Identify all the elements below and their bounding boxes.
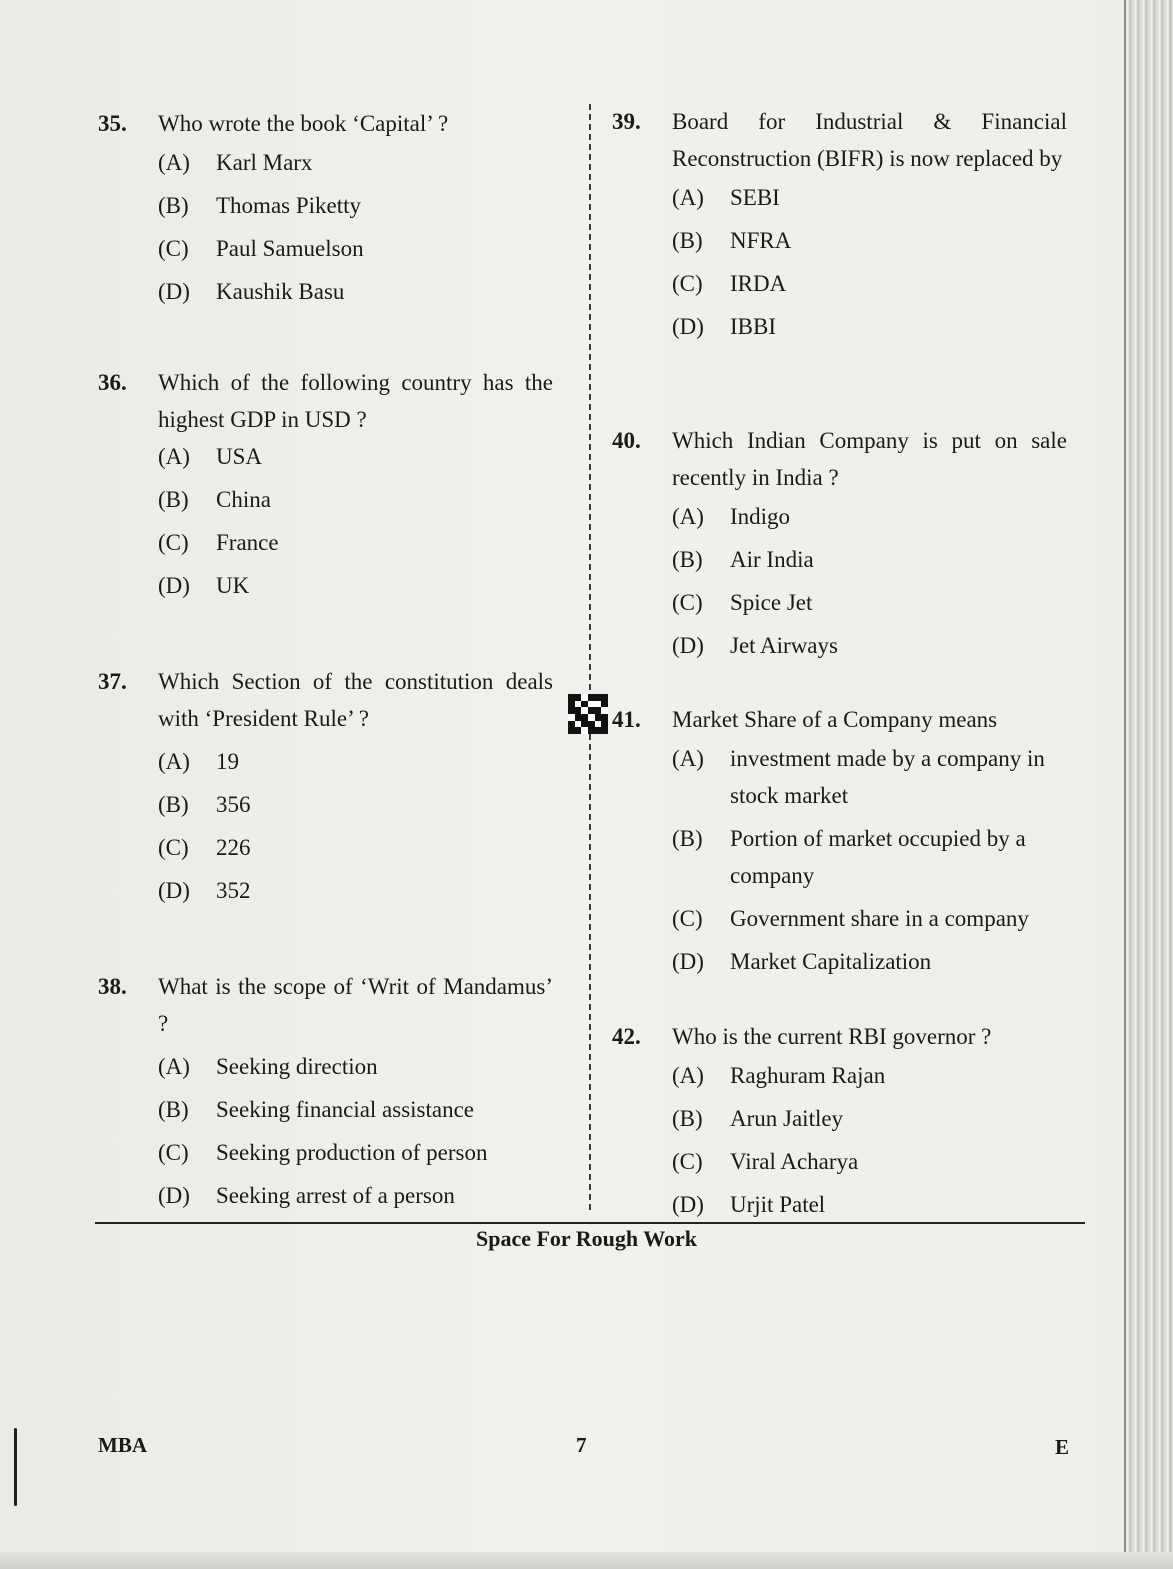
option-c: (C) 226 [158, 835, 251, 860]
option-c: (C) IRDA [672, 271, 787, 296]
option-c: (C) Viral Acharya [672, 1149, 859, 1174]
question-number: 41. [612, 707, 641, 732]
option-c: (C) France [158, 530, 279, 555]
option-a: (A) USA [158, 444, 263, 469]
question-text: Which of the following country has the highest GDP in USD ? [158, 370, 553, 432]
option-d: (D) UK [158, 573, 250, 598]
subject-code: MBA [98, 1433, 147, 1457]
option-c: (C) Spice Jet [672, 590, 813, 615]
options-list [158, 743, 553, 909]
qr-code-icon [568, 694, 608, 734]
options-list [158, 144, 553, 310]
question-42 [612, 1018, 1067, 1229]
page-number: 7 [576, 1433, 587, 1457]
options-list [158, 1048, 553, 1214]
option-d: (D) Market Capitalization [672, 949, 932, 974]
options-list [672, 1057, 1067, 1223]
question-40 [612, 422, 1067, 670]
option-d: (D) 352 [158, 878, 251, 903]
page-binding [1125, 0, 1173, 1569]
rough-work-label: Space For Rough Work [475, 1226, 698, 1251]
question-number: 37. [98, 669, 127, 694]
option-a: (A) Seeking direction [158, 1054, 378, 1079]
question-35 [98, 105, 553, 316]
question-number: 40. [612, 428, 641, 453]
option-b: (B) Seeking financial assistance [158, 1097, 475, 1122]
option-c: (C) Paul Samuelson [158, 236, 364, 261]
question-number: 42. [612, 1024, 641, 1049]
option-a: (A) SEBI [672, 185, 780, 210]
question-text: Which Section of the constitution deals with ‘President Rule’ ? [158, 669, 553, 731]
option-b: (B) Thomas Piketty [158, 193, 362, 218]
option-b: (B) Arun Jaitley [672, 1106, 844, 1131]
question-38 [98, 968, 553, 1220]
question-text: Market Share of a Company means [672, 707, 998, 732]
series-code: E [1055, 1435, 1070, 1459]
question-number: 38. [98, 974, 127, 999]
scan-edge-mark [14, 1428, 17, 1506]
option-d: (D) Seeking arrest of a person [158, 1183, 455, 1208]
options-list [672, 179, 1067, 345]
option-a: (A) Indigo [672, 504, 791, 529]
options-list [672, 498, 1067, 664]
options-list [672, 740, 1067, 980]
option-a: (A) Karl Marx [158, 150, 313, 175]
option-d: (D) Jet Airways [672, 633, 838, 658]
page-bottom-shadow [0, 1552, 1173, 1569]
option-d: (D) IBBI [672, 314, 776, 339]
option-d: (D) Urjit Patel [672, 1192, 826, 1217]
question-41 [612, 701, 1067, 986]
question-text: Which Indian Company is put on sale recently in India ? [672, 428, 1067, 490]
option-b: (B) China [158, 487, 271, 512]
binding-edge [1124, 0, 1126, 1569]
option-c: (C) Seeking production of person [158, 1140, 488, 1165]
options-list [158, 438, 553, 604]
column-divider [589, 104, 591, 1210]
option-c: (C) Government share in a company [672, 906, 1029, 931]
question-37 [98, 663, 553, 915]
question-39 [612, 103, 1067, 351]
question-number: 36. [98, 370, 127, 395]
footer-rule [95, 1222, 1085, 1224]
question-36 [98, 364, 553, 610]
question-text: Who is the current RBI governor ? [672, 1024, 992, 1049]
question-number: 39. [612, 109, 641, 134]
option-a: (A) 19 [158, 749, 239, 774]
option-d: (D) Kaushik Basu [158, 279, 345, 304]
option-b: (B) NFRA [672, 228, 792, 253]
question-text: Board for Industrial & Financial Reconstruction (BIFR) is now replaced by [672, 109, 1067, 171]
question-number: 35. [98, 111, 127, 136]
question-text: What is the scope of ‘Writ of Mandamus’ ? [158, 974, 553, 1036]
question-text: Who wrote the book ‘Capital’ ? [158, 111, 449, 136]
option-b: (B) 356 [158, 792, 251, 817]
option-b: (B) Portion of market occupied by a company [672, 826, 1026, 888]
option-b: (B) Air India [672, 547, 814, 572]
option-a: (A) Raghuram Rajan [672, 1063, 886, 1088]
option-a: (A) investment made by a company in stock market [672, 746, 1045, 808]
